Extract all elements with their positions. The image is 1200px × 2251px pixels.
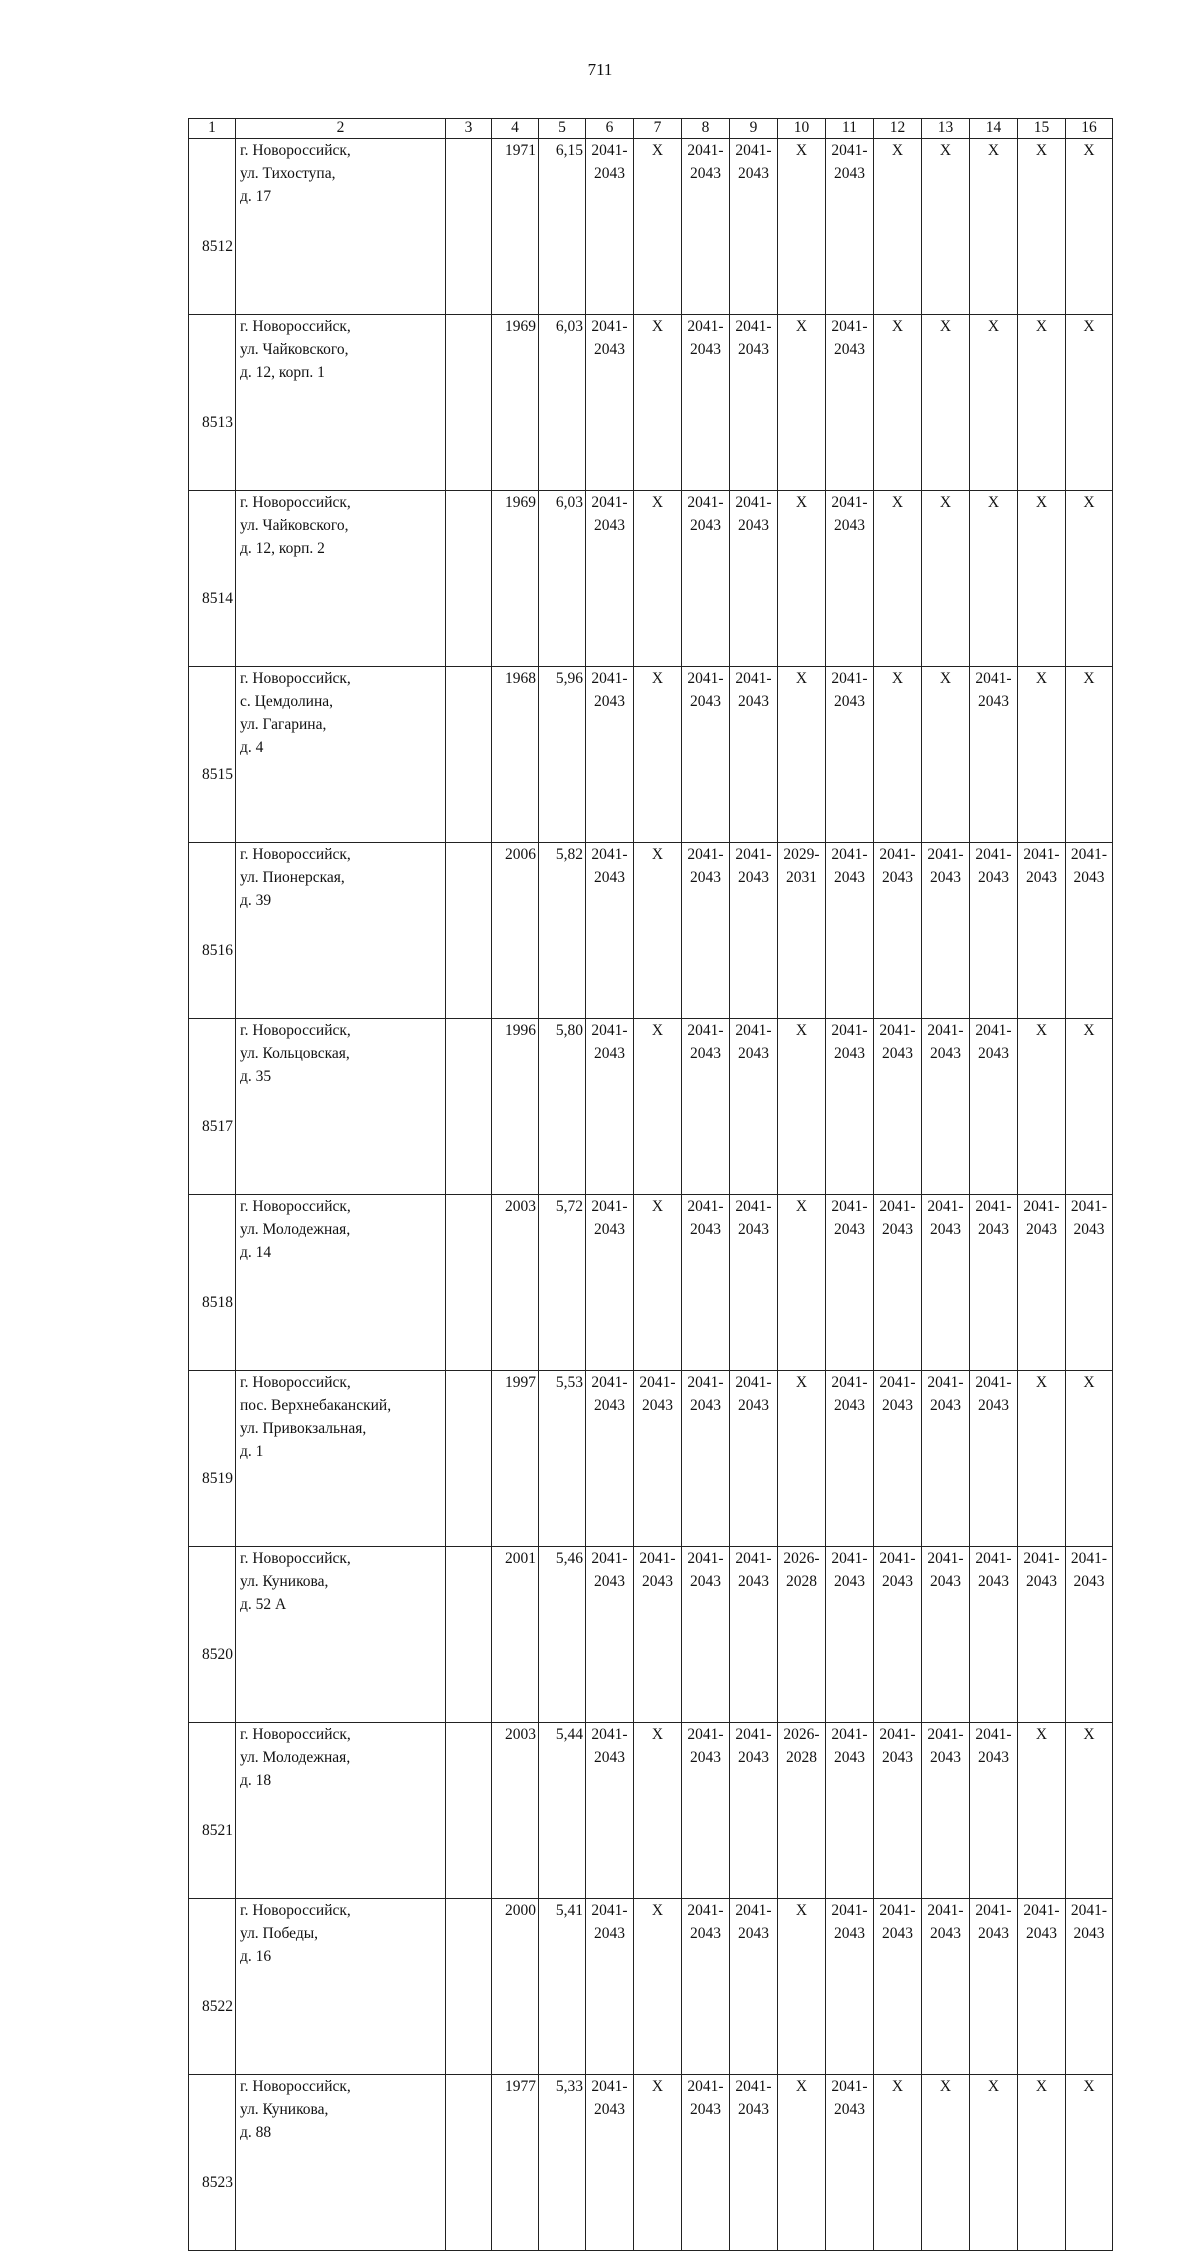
period-cell: 2041- 2043 — [730, 491, 778, 667]
period-cell: X — [634, 1195, 682, 1371]
address-cell — [236, 843, 446, 1019]
period-cell: 2041- 2043 — [634, 1371, 682, 1547]
period-cell: X — [1066, 1019, 1113, 1195]
period-cell: X — [634, 315, 682, 491]
period-cell: 2041- 2043 — [730, 843, 778, 1019]
column-header: 1 — [189, 119, 236, 139]
table-row — [189, 139, 1113, 315]
period-cell: 2041- 2043 — [826, 1547, 874, 1723]
column-header: 5 — [539, 119, 586, 139]
period-cell: X — [970, 491, 1018, 667]
period-cell: 2041- 2043 — [730, 1547, 778, 1723]
row-number: 8517 — [189, 1019, 236, 1195]
period-cell: X — [1066, 139, 1113, 315]
address-line: ул. Молодежная, — [240, 1221, 351, 1238]
address-cell — [236, 1371, 446, 1547]
column-header: 13 — [922, 119, 970, 139]
period-cell: 2041- 2043 — [970, 1547, 1018, 1723]
period-cell: 2041- 2043 — [682, 139, 730, 315]
row-number: 8520 — [189, 1547, 236, 1723]
period-cell: 2041- 2043 — [682, 1899, 730, 2075]
address-cell — [236, 667, 446, 843]
address-line: ул. Чайковского, — [240, 341, 349, 358]
row-number: 8522 — [189, 1899, 236, 2075]
period-cell: X — [778, 667, 826, 843]
table-row — [189, 667, 1113, 843]
period-cell: 2041- 2043 — [922, 843, 970, 1019]
column-header: 8 — [682, 119, 730, 139]
column-header: 3 — [446, 119, 492, 139]
address-line: д. 14 — [240, 1244, 272, 1261]
address-line: г. Новороссийск, — [240, 494, 351, 511]
column-3-cell — [446, 843, 492, 1019]
period-cell: X — [778, 1371, 826, 1547]
period-cell: 2041- 2043 — [826, 843, 874, 1019]
housing-table — [188, 118, 1113, 2251]
period-cell: 2041- 2043 — [874, 1371, 922, 1547]
period-cell: 2041- 2043 — [682, 667, 730, 843]
period-cell: 2041- 2043 — [826, 667, 874, 843]
column-3-cell — [446, 1195, 492, 1371]
period-cell: 2041- 2043 — [586, 491, 634, 667]
period-cell: 2041- 2043 — [682, 1371, 730, 1547]
address-cell — [236, 315, 446, 491]
period-cell: 2041- 2043 — [1066, 1899, 1113, 2075]
column-header: 11 — [826, 119, 874, 139]
address-line: г. Новороссийск, — [240, 1374, 351, 1391]
address-cell — [236, 1723, 446, 1899]
value-cell: 5,82 — [539, 843, 586, 1019]
period-cell: 2041- 2043 — [922, 1195, 970, 1371]
value-cell: 5,80 — [539, 1019, 586, 1195]
period-cell: X — [778, 1195, 826, 1371]
period-cell: X — [634, 667, 682, 843]
period-cell: X — [874, 667, 922, 843]
value-cell: 6,03 — [539, 315, 586, 491]
address-line: г. Новороссийск, — [240, 1902, 351, 1919]
period-cell: X — [634, 843, 682, 1019]
period-cell: X — [634, 1723, 682, 1899]
period-cell: 2041- 2043 — [586, 667, 634, 843]
period-cell: X — [1066, 491, 1113, 667]
period-cell: X — [778, 1899, 826, 2075]
period-cell: 2041- 2043 — [586, 2075, 634, 2251]
period-cell: 2041- 2043 — [1018, 843, 1066, 1019]
period-cell: X — [1066, 1723, 1113, 1899]
column-header: 10 — [778, 119, 826, 139]
period-cell: X — [970, 2075, 1018, 2251]
period-cell: X — [1018, 315, 1066, 491]
column-header: 4 — [492, 119, 539, 139]
period-cell: 2041- 2043 — [730, 1195, 778, 1371]
year-cell: 2003 — [492, 1195, 539, 1371]
table-row — [189, 843, 1113, 1019]
address-line: ул. Гагарина, — [240, 716, 327, 733]
address-line: ул. Победы, — [240, 1925, 319, 1942]
address-line: г. Новороссийск, — [240, 318, 351, 335]
period-cell: X — [1018, 2075, 1066, 2251]
address-line: ул. Чайковского, — [240, 517, 349, 534]
value-cell: 5,72 — [539, 1195, 586, 1371]
address-line: г. Новороссийск, — [240, 670, 351, 687]
period-cell: X — [922, 2075, 970, 2251]
row-number: 8514 — [189, 491, 236, 667]
period-cell: 2041- 2043 — [730, 1899, 778, 2075]
address-cell — [236, 1899, 446, 2075]
address-line: ул. Привокзальная, — [240, 1420, 367, 1437]
address-line: г. Новороссийск, — [240, 1550, 351, 1567]
address-line: д. 4 — [240, 739, 264, 756]
address-cell — [236, 1019, 446, 1195]
address-line: д. 35 — [240, 1068, 272, 1085]
period-cell: 2041- 2043 — [682, 843, 730, 1019]
row-number: 8515 — [189, 667, 236, 843]
period-cell: 2041- 2043 — [730, 2075, 778, 2251]
address-line: д. 12, корп. 2 — [240, 540, 325, 557]
period-cell: X — [1018, 1019, 1066, 1195]
period-cell: 2041- 2043 — [586, 1547, 634, 1723]
page-number: 711 — [587, 60, 613, 79]
period-cell: 2041- 2043 — [1018, 1195, 1066, 1371]
period-cell: 2041- 2043 — [826, 1195, 874, 1371]
column-header: 14 — [970, 119, 1018, 139]
column-3-cell — [446, 139, 492, 315]
period-cell: 2041- 2043 — [586, 139, 634, 315]
column-header: 6 — [586, 119, 634, 139]
period-cell: 2026- 2028 — [778, 1547, 826, 1723]
address-line: с. Цемдолина, — [240, 693, 334, 710]
period-cell: 2041- 2043 — [826, 491, 874, 667]
period-cell: X — [778, 1019, 826, 1195]
period-cell: 2041- 2043 — [922, 1371, 970, 1547]
period-cell: 2041- 2043 — [634, 1547, 682, 1723]
column-header: 7 — [634, 119, 682, 139]
period-cell: X — [874, 139, 922, 315]
column-3-cell — [446, 667, 492, 843]
period-cell: 2041- 2043 — [1066, 1547, 1113, 1723]
row-number: 8513 — [189, 315, 236, 491]
address-line: ул. Тихоступа, — [240, 165, 336, 182]
period-cell: X — [1018, 667, 1066, 843]
address-line: пос. Верхнебаканский, — [240, 1397, 392, 1414]
address-line: ул. Пионерская, — [240, 869, 345, 886]
period-cell: 2041- 2043 — [586, 1195, 634, 1371]
address-cell — [236, 1195, 446, 1371]
address-line: г. Новороссийск, — [240, 1022, 351, 1039]
period-cell: 2041- 2043 — [970, 1371, 1018, 1547]
value-cell: 5,44 — [539, 1723, 586, 1899]
period-cell: X — [922, 667, 970, 843]
period-cell: X — [970, 315, 1018, 491]
period-cell: X — [1066, 2075, 1113, 2251]
period-cell: X — [634, 1899, 682, 2075]
period-cell: X — [922, 491, 970, 667]
period-cell: 2041- 2043 — [730, 667, 778, 843]
period-cell: X — [874, 491, 922, 667]
row-number: 8518 — [189, 1195, 236, 1371]
column-header: 2 — [236, 119, 446, 139]
table-row — [189, 2075, 1113, 2251]
address-line: д. 52 А — [240, 1596, 287, 1613]
period-cell: 2041- 2043 — [682, 2075, 730, 2251]
address-line: д. 12, корп. 1 — [240, 364, 325, 381]
period-cell: 2041- 2043 — [970, 1723, 1018, 1899]
address-line: д. 39 — [240, 892, 272, 909]
period-cell: 2041- 2043 — [682, 1547, 730, 1723]
period-cell: 2041- 2043 — [970, 1899, 1018, 2075]
year-cell: 2000 — [492, 1899, 539, 2075]
row-number: 8519 — [189, 1371, 236, 1547]
value-cell: 5,41 — [539, 1899, 586, 2075]
period-cell: 2041- 2043 — [922, 1723, 970, 1899]
address-cell — [236, 491, 446, 667]
address-cell — [236, 139, 446, 315]
period-cell: X — [634, 139, 682, 315]
year-cell: 1977 — [492, 2075, 539, 2251]
address-line: г. Новороссийск, — [240, 1726, 351, 1743]
address-line: д. 17 — [240, 188, 272, 205]
column-3-cell — [446, 1371, 492, 1547]
column-3-cell — [446, 1899, 492, 2075]
value-cell: 6,03 — [539, 491, 586, 667]
address-line: д. 18 — [240, 1772, 272, 1789]
period-cell: 2041- 2043 — [970, 1019, 1018, 1195]
period-cell: 2029- 2031 — [778, 843, 826, 1019]
address-line: д. 1 — [240, 1443, 264, 1460]
year-cell: 2003 — [492, 1723, 539, 1899]
period-cell: X — [874, 2075, 922, 2251]
period-cell: X — [874, 315, 922, 491]
address-line: г. Новороссийск, — [240, 846, 351, 863]
address-line: г. Новороссийск, — [240, 1198, 351, 1215]
table-row — [189, 1723, 1113, 1899]
period-cell: X — [922, 139, 970, 315]
period-cell: X — [1018, 491, 1066, 667]
column-3-cell — [446, 491, 492, 667]
period-cell: 2041- 2043 — [682, 491, 730, 667]
period-cell: 2041- 2043 — [922, 1019, 970, 1195]
period-cell: 2041- 2043 — [682, 1723, 730, 1899]
table-row — [189, 1195, 1113, 1371]
value-cell: 5,46 — [539, 1547, 586, 1723]
period-cell: 2041- 2043 — [586, 315, 634, 491]
year-cell: 1968 — [492, 667, 539, 843]
period-cell: X — [922, 315, 970, 491]
column-3-cell — [446, 1723, 492, 1899]
value-cell: 5,53 — [539, 1371, 586, 1547]
period-cell: 2041- 2043 — [874, 843, 922, 1019]
period-cell: 2041- 2043 — [826, 1019, 874, 1195]
period-cell: 2041- 2043 — [826, 2075, 874, 2251]
period-cell: 2041- 2043 — [922, 1899, 970, 2075]
row-number: 8512 — [189, 139, 236, 315]
period-cell: 2041- 2043 — [730, 1019, 778, 1195]
address-line: г. Новороссийск, — [240, 2078, 351, 2095]
period-cell: X — [970, 139, 1018, 315]
row-number: 8521 — [189, 1723, 236, 1899]
period-cell: 2041- 2043 — [586, 843, 634, 1019]
period-cell: 2041- 2043 — [970, 1195, 1018, 1371]
period-cell: 2041- 2043 — [1066, 843, 1113, 1019]
period-cell: X — [1018, 139, 1066, 315]
year-cell: 1969 — [492, 491, 539, 667]
address-line: д. 88 — [240, 2124, 272, 2141]
period-cell: X — [778, 315, 826, 491]
period-cell: 2041- 2043 — [682, 1195, 730, 1371]
address-line: ул. Куникова, — [240, 1573, 329, 1590]
address-line: ул. Куникова, — [240, 2101, 329, 2118]
period-cell: 2041- 2043 — [874, 1899, 922, 2075]
period-cell: X — [1018, 1371, 1066, 1547]
period-cell: 2041- 2043 — [1018, 1547, 1066, 1723]
table-body — [189, 119, 1113, 2251]
column-3-cell — [446, 1547, 492, 1723]
period-cell: 2041- 2043 — [874, 1195, 922, 1371]
row-number: 8516 — [189, 843, 236, 1019]
address-line: г. Новороссийск, — [240, 142, 351, 159]
period-cell: 2041- 2043 — [826, 315, 874, 491]
period-cell: 2041- 2043 — [730, 1723, 778, 1899]
row-number: 8523 — [189, 2075, 236, 2251]
period-cell: 2041- 2043 — [730, 315, 778, 491]
period-cell: 2041- 2043 — [874, 1723, 922, 1899]
year-cell: 2001 — [492, 1547, 539, 1723]
period-cell: X — [1018, 1723, 1066, 1899]
period-cell: 2041- 2043 — [586, 1371, 634, 1547]
period-cell: 2041- 2043 — [682, 315, 730, 491]
period-cell: 2041- 2043 — [1066, 1195, 1113, 1371]
year-cell: 1996 — [492, 1019, 539, 1195]
period-cell: X — [778, 2075, 826, 2251]
table-row — [189, 1019, 1113, 1195]
period-cell: X — [634, 2075, 682, 2251]
value-cell: 5,33 — [539, 2075, 586, 2251]
period-cell: 2041- 2043 — [874, 1547, 922, 1723]
period-cell: 2026- 2028 — [778, 1723, 826, 1899]
column-3-cell — [446, 1019, 492, 1195]
address-cell — [236, 1547, 446, 1723]
column-header: 9 — [730, 119, 778, 139]
period-cell: 2041- 2043 — [970, 843, 1018, 1019]
period-cell: 2041- 2043 — [922, 1547, 970, 1723]
column-header: 15 — [1018, 119, 1066, 139]
table-row — [189, 1899, 1113, 2075]
period-cell: 2041- 2043 — [826, 1723, 874, 1899]
period-cell: X — [1066, 315, 1113, 491]
period-cell: X — [634, 491, 682, 667]
column-header: 16 — [1066, 119, 1113, 139]
period-cell: X — [778, 491, 826, 667]
year-cell: 2006 — [492, 843, 539, 1019]
period-cell: X — [1066, 667, 1113, 843]
value-cell: 5,96 — [539, 667, 586, 843]
period-cell: 2041- 2043 — [682, 1019, 730, 1195]
period-cell: 2041- 2043 — [586, 1723, 634, 1899]
table-row — [189, 1547, 1113, 1723]
year-cell: 1997 — [492, 1371, 539, 1547]
column-3-cell — [446, 2075, 492, 2251]
address-line: ул. Молодежная, — [240, 1749, 351, 1766]
header-row — [189, 119, 1113, 139]
value-cell: 6,15 — [539, 139, 586, 315]
period-cell: X — [1066, 1371, 1113, 1547]
address-line: д. 16 — [240, 1948, 272, 1965]
table-row — [189, 491, 1113, 667]
year-cell: 1969 — [492, 315, 539, 491]
period-cell: 2041- 2043 — [970, 667, 1018, 843]
period-cell: 2041- 2043 — [586, 1899, 634, 2075]
period-cell: X — [634, 1019, 682, 1195]
period-cell: 2041- 2043 — [826, 1371, 874, 1547]
year-cell: 1971 — [492, 139, 539, 315]
column-header: 12 — [874, 119, 922, 139]
period-cell: 2041- 2043 — [1018, 1899, 1066, 2075]
address-line: ул. Кольцовская, — [240, 1045, 350, 1062]
column-3-cell — [446, 315, 492, 491]
period-cell: 2041- 2043 — [826, 1899, 874, 2075]
address-cell — [236, 2075, 446, 2251]
period-cell: 2041- 2043 — [826, 139, 874, 315]
period-cell: 2041- 2043 — [730, 139, 778, 315]
period-cell: X — [778, 139, 826, 315]
table-row — [189, 1371, 1113, 1547]
period-cell: 2041- 2043 — [730, 1371, 778, 1547]
table-row — [189, 315, 1113, 491]
period-cell: 2041- 2043 — [586, 1019, 634, 1195]
period-cell: 2041- 2043 — [874, 1019, 922, 1195]
